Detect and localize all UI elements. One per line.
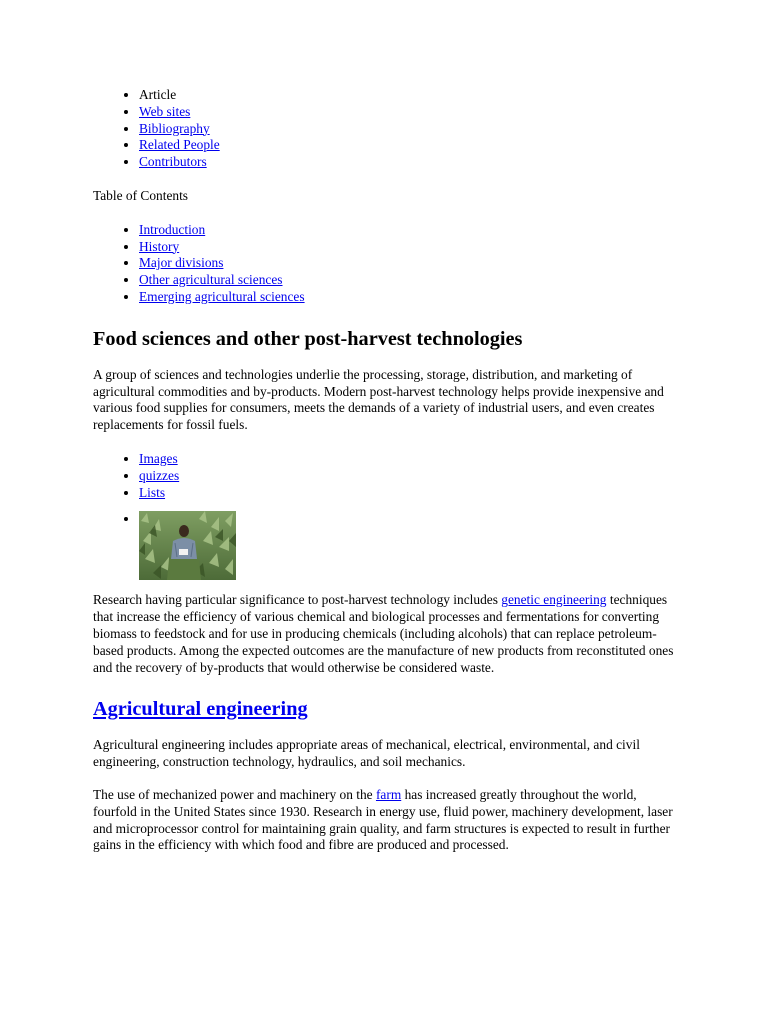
contributors-link[interactable]: Contributors: [139, 154, 207, 170]
nav-item-related-people: [139, 137, 678, 154]
engineering-text-before: The use of mechanized power and machinery on the: [93, 786, 376, 802]
section-heading-food-sciences: Food sciences and other post-harvest technologies: [93, 327, 523, 350]
toc-link-emerging-agricultural-sciences[interactable]: Emerging agricultural sciences: [139, 288, 305, 304]
section-intro-paragraph: A group of sciences and technologies underlie the processing, storage, distribution, and marketing of agricultural commodities and by-products. Modern post-harvest technology helps provide inexpensive and various food supplies for consumers, meets the demands of a variety of industrial users, and even creates replacements for fossil fuels.: [93, 366, 664, 433]
engineering-text-after: has increased greatly throughout the world, fourfold in the United States since 1930. Research in energy use, fluid power, machinery development, laser and microprocessor control for maintaining grain quality, and farm structures is expected to result in further gains in the efficiency with which food and fibre are produced and processed.: [93, 786, 673, 853]
related-people-link[interactable]: Related People: [139, 137, 220, 153]
media-item-image: [139, 511, 678, 580]
nav-item-contributors: [139, 154, 678, 171]
farm-link[interactable]: farm: [375, 786, 402, 802]
toc-item: [139, 289, 678, 306]
images-link[interactable]: Images: [139, 450, 178, 466]
toc-link-history[interactable]: History: [139, 238, 180, 254]
media-item: [139, 451, 678, 468]
toc-item: [139, 272, 678, 289]
nav-item-bibliography: [139, 121, 678, 138]
toc-link-other-agricultural-sciences[interactable]: Other agricultural sciences: [139, 272, 283, 288]
nav-item-article: [139, 87, 678, 104]
document-content: [93, 87, 678, 854]
media-links-list: [93, 451, 678, 580]
web-sites-link[interactable]: Web sites: [139, 103, 191, 119]
agricultural-engineering-link[interactable]: Agricultural engineering: [93, 698, 308, 721]
engineering-paragraph-2: [93, 787, 678, 854]
research-paragraph: [93, 592, 678, 676]
toc-link-introduction[interactable]: Introduction: [139, 221, 206, 237]
nav-item-web-sites: [139, 104, 678, 121]
nav-article-label: Article: [139, 87, 177, 102]
article-nav-list: [93, 87, 678, 171]
toc-item: [139, 222, 678, 239]
bibliography-link[interactable]: Bibliography: [139, 120, 210, 136]
media-item: [139, 468, 678, 485]
quizzes-link[interactable]: quizzes: [139, 467, 180, 483]
toc-label: Table of Contents: [93, 187, 189, 203]
research-text-after: techniques that increase the efficiency of various chemical and biological processes and fermentations for converting biomass to feedstock and for use in producing chemicals (including alcohols) that can replace petroleum-based products. Among the expected outcomes are the manufacture of new products from reconstituted ones and the recovery of by-products that would otherwise be considered waste.: [93, 592, 674, 675]
toc-list: [93, 222, 678, 306]
farmer-in-field-image[interactable]: [139, 511, 236, 580]
media-item: [139, 485, 678, 502]
toc-item: [139, 239, 678, 256]
genetic-engineering-link[interactable]: genetic engineering: [501, 592, 607, 608]
section-heading-agricultural-engineering: [93, 697, 678, 721]
toc-item: [139, 255, 678, 272]
toc-link-major-divisions[interactable]: Major divisions: [139, 255, 224, 271]
research-text-before: Research having particular significance to post-harvest technology includes: [93, 592, 502, 608]
engineering-paragraph-1: Agricultural engineering includes appropriate areas of mechanical, electrical, environmental, and civil engineering, construction technology, hydraulics, and soil mechanics.: [93, 737, 640, 770]
lists-link[interactable]: Lists: [139, 484, 166, 500]
